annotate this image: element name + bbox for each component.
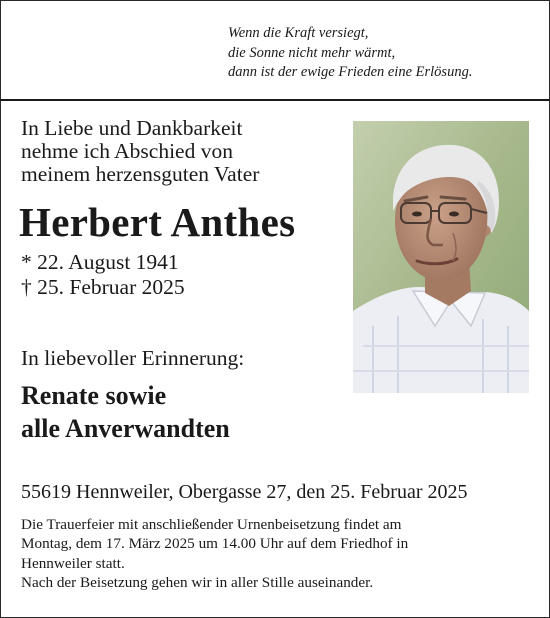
poem-line-3: dann ist der ewige Frieden eine Erlösung. [228,64,473,80]
death-date: † 25. Februar 2025 [21,275,185,299]
poem-line-1: Wenn die Kraft versiegt, [228,25,369,41]
poem-line-2: die Sonne nicht mehr wärmt, [228,44,396,61]
intro-text [21,117,259,186]
poem [228,24,538,83]
birth-date: * 22. August 1941 [21,250,179,274]
notice-line-3: Hennweiler statt. [21,554,125,572]
remembrance-label: In liebevoller Erinnerung: [21,346,245,370]
funeral-notice [21,515,531,593]
intro-line-1: In Liebe und Dankbarkeit [21,116,243,140]
intro-line-3: meinem herzensguten Vater [21,162,260,186]
mourners-line-2: alle Anverwandten [21,414,230,443]
notice-line-4: Nach der Beisetzung gehen wir in aller Stille auseinander. [21,574,374,592]
notice-line-2: Montag, dem 17. März 2025 um 14.00 Uhr auf dem Friedhof in [21,535,409,553]
deceased-name: Herbert Anthes [19,199,296,245]
intro-line-2: nehme ich Abschied von [21,139,233,163]
address-line: 55619 Hennweiler, Obergasse 27, den 25. Februar 2025 [21,481,468,503]
portrait-photo [353,121,529,393]
life-dates [21,250,185,300]
mourners [21,379,230,445]
mourners-line-1: Renate sowie [21,381,167,410]
divider [0,99,550,101]
notice-line-1: Die Trauerfeier mit anschließender Urnenbeisetzung findet am [21,516,402,533]
